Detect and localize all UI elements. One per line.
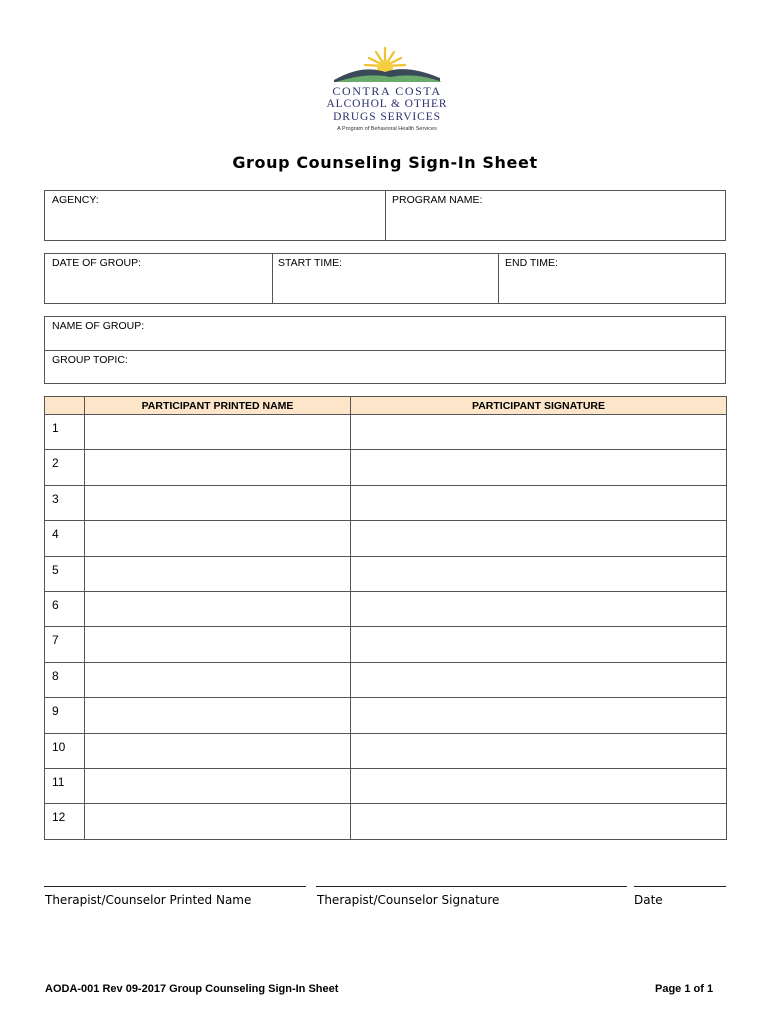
participant-signature-field[interactable] xyxy=(351,804,727,839)
participant-name-field[interactable] xyxy=(85,556,351,591)
participant-signature-field[interactable] xyxy=(351,415,727,450)
group-info-box xyxy=(44,316,726,384)
counselor-printed-name-line[interactable] xyxy=(44,886,306,887)
participant-name-field[interactable] xyxy=(85,627,351,662)
participant-name-field[interactable] xyxy=(85,591,351,626)
participant-name-field[interactable] xyxy=(85,768,351,803)
participant-signature-field[interactable] xyxy=(351,627,727,662)
table-row xyxy=(45,521,727,556)
participant-name-field[interactable] xyxy=(85,485,351,520)
date-time-box xyxy=(44,253,726,304)
participant-signature-field[interactable] xyxy=(351,521,727,556)
divider xyxy=(272,254,273,303)
table-row xyxy=(45,591,727,626)
agency-field[interactable] xyxy=(46,207,382,239)
row-number: 2 xyxy=(45,450,85,485)
printed-name-header: PARTICIPANT PRINTED NAME xyxy=(85,397,351,415)
participant-signature-field[interactable] xyxy=(351,733,727,768)
date-of-group-field[interactable] xyxy=(46,270,270,302)
date-line[interactable] xyxy=(634,886,726,887)
divider xyxy=(498,254,499,303)
table-row xyxy=(45,627,727,662)
divider xyxy=(45,350,725,351)
table-row xyxy=(45,768,727,803)
sun-hills-icon xyxy=(322,44,452,84)
participant-signature-field[interactable] xyxy=(351,450,727,485)
table-header-row xyxy=(45,397,727,415)
participant-signature-field[interactable] xyxy=(351,698,727,733)
footer-form-id: AODA-001 Rev 09-2017 Group Counseling Sign-In Sheet xyxy=(45,983,339,995)
start-time-label: START TIME: xyxy=(278,257,342,269)
table-row xyxy=(45,556,727,591)
participant-table xyxy=(44,396,727,840)
participant-name-field[interactable] xyxy=(85,450,351,485)
counselor-signature-line[interactable] xyxy=(316,886,627,887)
participant-name-field[interactable] xyxy=(85,662,351,697)
table-row xyxy=(45,415,727,450)
participant-signature-field[interactable] xyxy=(351,485,727,520)
table-row xyxy=(45,804,727,839)
table-row xyxy=(45,450,727,485)
participant-signature-field[interactable] xyxy=(351,556,727,591)
group-topic-label: GROUP TOPIC: xyxy=(52,354,128,366)
table-row xyxy=(45,662,727,697)
contra-costa-logo xyxy=(322,44,452,136)
program-name-label: PROGRAM NAME: xyxy=(392,194,483,206)
table-row xyxy=(45,485,727,520)
agency-program-box xyxy=(44,190,726,241)
row-number: 11 xyxy=(45,768,85,803)
table-row xyxy=(45,733,727,768)
divider xyxy=(385,191,386,240)
counselor-printed-name-label: Therapist/Counselor Printed Name xyxy=(45,893,252,907)
counselor-signature-label: Therapist/Counselor Signature xyxy=(317,893,500,907)
end-time-label: END TIME: xyxy=(505,257,558,269)
date-label: Date xyxy=(634,893,663,907)
row-number: 12 xyxy=(45,804,85,839)
page-title: Group Counseling Sign-In Sheet xyxy=(232,153,538,172)
row-number: 3 xyxy=(45,485,85,520)
row-number: 7 xyxy=(45,627,85,662)
logo-line-alcohol: ALCOHOL & OTHER xyxy=(326,98,448,110)
logo-line-drugs: DRUGS SERVICES xyxy=(333,111,441,123)
name-of-group-field[interactable] xyxy=(145,318,723,348)
participant-name-field[interactable] xyxy=(85,698,351,733)
row-number: 1 xyxy=(45,415,85,450)
row-number-header xyxy=(45,397,85,415)
participant-signature-field[interactable] xyxy=(351,768,727,803)
program-name-field[interactable] xyxy=(387,207,723,239)
date-of-group-label: DATE OF GROUP: xyxy=(52,257,142,269)
start-time-field[interactable] xyxy=(274,270,496,302)
signature-header: PARTICIPANT SIGNATURE xyxy=(351,397,727,415)
logo-line-contra-costa: CONTRA COSTA xyxy=(332,84,442,98)
participant-signature-field[interactable] xyxy=(351,591,727,626)
participant-name-field[interactable] xyxy=(85,415,351,450)
name-of-group-label: NAME OF GROUP: xyxy=(52,320,145,332)
participant-name-field[interactable] xyxy=(85,521,351,556)
row-number: 5 xyxy=(45,556,85,591)
row-number: 10 xyxy=(45,733,85,768)
row-number: 9 xyxy=(45,698,85,733)
participant-name-field[interactable] xyxy=(85,804,351,839)
end-time-field[interactable] xyxy=(500,270,724,302)
participant-signature-field[interactable] xyxy=(351,662,727,697)
footer-page-number: Page 1 of 1 xyxy=(655,983,714,995)
row-number: 6 xyxy=(45,591,85,626)
logo-tagline: A Program of Behavioral Health Services xyxy=(337,126,437,132)
row-number: 8 xyxy=(45,662,85,697)
row-number: 4 xyxy=(45,521,85,556)
agency-label: AGENCY: xyxy=(52,194,99,206)
participant-name-field[interactable] xyxy=(85,733,351,768)
group-topic-field[interactable] xyxy=(135,352,723,382)
table-row xyxy=(45,698,727,733)
